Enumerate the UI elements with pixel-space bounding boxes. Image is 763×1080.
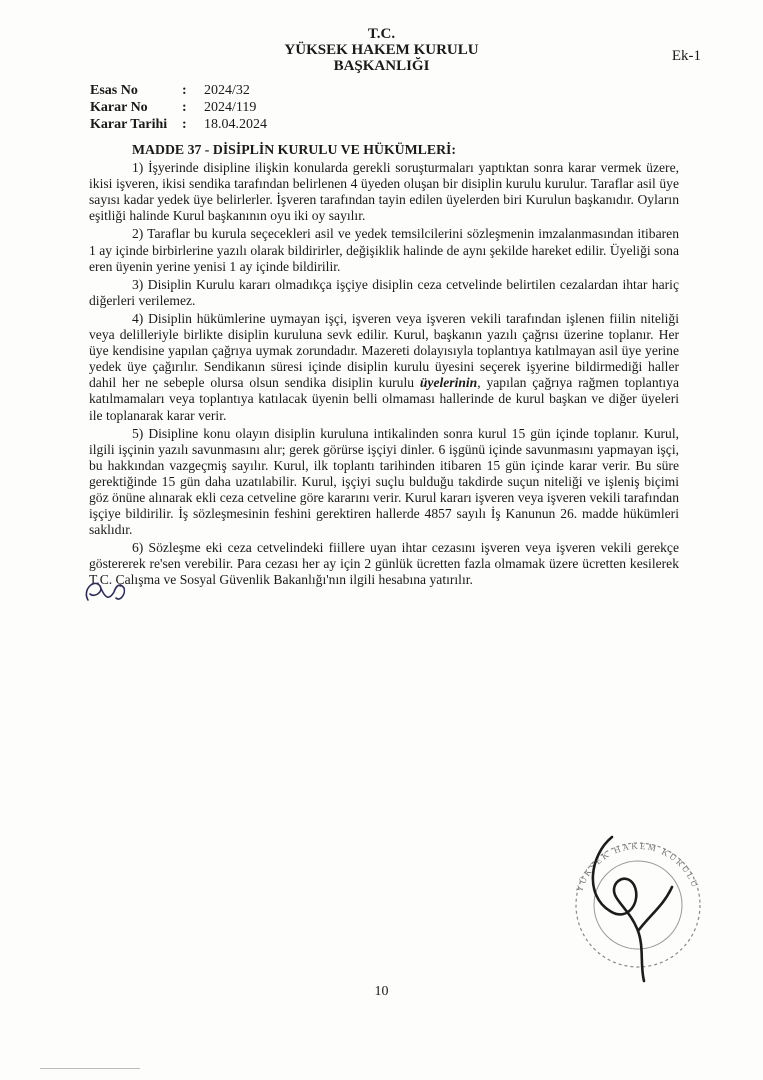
paragraph-6: 6) Sözleşme eki ceza cetvelindeki fiillere uyan ihtar cezasını işveren veya işveren vekili gerekçe göstererek re'sen verebilir. Para cezası her ay için 2 günlük ücretten fazla olmamak üzere ücretten kesilerek T.C. Çalışma ve Sosyal Güvenlik Bakanlığı'nın ilgili hesabına yatırılır. bbox=[89, 540, 679, 588]
header-office: BAŞKANLIĞI bbox=[333, 58, 430, 74]
paragraph-4-part-a: 4) Disiplin hükümlerine uymayan işçi, işveren veya işveren vekili tarafından işlenen fiilin niteliği veya delilleriyle birlikte disiplin kuruluna sevk edilir. Kurul, başkanın yazılı çağrısı üzerine toplanır. Her üye kendisine yapılan çağrıya uymak zorundadır. Mazereti dolayısıyla toplantıya katılmayan asil üye yerine yedek üye çağırılır. Sendikanın süresi içinde disiplin kurulu üyesini seçerek işyerine bildirmediği haller dahil her ne sebeple olursa olsun sendika disiplin kurulu bbox=[89, 310, 679, 391]
footer-rule bbox=[40, 1068, 140, 1069]
paragraph-3: 3) Disiplin Kurulu kararı olmadıkça işçiye disiplin ceza cetvelinde belirtilen cezalardan ihtar hariç diğerleri verilemez. bbox=[89, 276, 679, 308]
annex-label: Ek-1 bbox=[671, 48, 701, 64]
meta-separator: : bbox=[182, 116, 187, 132]
article-body bbox=[89, 142, 679, 591]
meta-separator: : bbox=[182, 82, 187, 98]
meta-label: Esas No bbox=[90, 82, 138, 98]
meta-value: 2024/119 bbox=[204, 99, 257, 115]
meta-value: 18.04.2024 bbox=[204, 116, 267, 132]
paragraph-4-emphasis: üyelerinin bbox=[419, 375, 478, 391]
meta-row-karar bbox=[90, 99, 267, 116]
seal-text: YÜKSEK HAKEM KURULU bbox=[574, 840, 701, 894]
article-title: MADDE 37 - DİSİPLİN KURULU VE HÜKÜMLERİ: bbox=[132, 142, 456, 157]
case-metadata bbox=[90, 82, 267, 133]
meta-label: Karar Tarihi bbox=[90, 116, 168, 132]
meta-separator: : bbox=[182, 99, 187, 115]
paragraph-5: 5) Disipline konu olayın disiplin kuruluna intikalinden sonra kurul 15 gün içinde toplanır. Kurul, ilgili işçinin yazılı savunmasını alır; gerek görürse işçiyi dinler. 6 işgünü içinde savunmasını yapmayan işçi, bu hakkından vazgeçmiş sayılır. Kurul, ilk toplantı tarihinden itibaren 15 gün içinde karar verir. Bu süre gerektiğinde 15 gün daha uzatılabilir. Kurul, işçiyi suçlu bulduğu takdirde suçun niteliği ve işleniş biçimi göz önüne alınarak ekli ceza cetveline göre kararını verir. Kurul kararı işveren veya işveren vekili tarafından işçiye bildirilir. İş sözleşmesinin feshini gerektiren hallerde 4857 sayılı İş Kanunun 26. madde hükümleri saklıdır. bbox=[89, 425, 679, 538]
official-seal-and-signature bbox=[560, 815, 720, 985]
header-institution: YÜKSEK HAKEM KURULU bbox=[284, 42, 479, 58]
paragraph-4 bbox=[89, 311, 679, 424]
handwritten-initial bbox=[80, 572, 140, 612]
meta-row-esas bbox=[90, 82, 267, 99]
meta-value: 2024/32 bbox=[204, 82, 250, 98]
paragraph-1: 1) İşyerinde disipline ilişkin konularda gerekli soruşturmaları yaptıktan sonra karar vermek üzere, ikisi işveren, ikisi sendika tarafından belirlenen 4 üyeden oluşan bir disiplin kurulu kurulur. Taraflar asil üye sayısı kadar yedek üye belirlerler. İşveren tarafından tayin edilen üyelerden biri Kurulun başkanıdır. Oyların eşitliği halinde Kurul başkanının oyu iki oy sayılır. bbox=[89, 160, 679, 224]
meta-label: Karar No bbox=[90, 99, 148, 115]
page-number: 10 bbox=[374, 984, 389, 999]
header-country: T.C. bbox=[367, 26, 396, 42]
paragraph-2: 2) Taraflar bu kurula seçecekleri asil ve yedek temsilcilerini sözleşmenin imzalanmasından itibaren 1 ay içinde birbirlerine yazılı olarak bildirirler, değişiklik halinde de aynı şekilde hareket edilir. Üyeliği sona eren üyenin yerine yenisi 1 ay içinde bildirilir. bbox=[89, 226, 679, 274]
meta-row-tarih bbox=[90, 116, 267, 133]
paragraph-4-part-b: , yapılan çağrıya rağmen toplantıya katılmamaları veya toplantıya katılacak üyenin belli olmaması hallerinde de kurul başkan ve diğer üyeleri ile toplanarak karar verir. bbox=[89, 375, 679, 423]
